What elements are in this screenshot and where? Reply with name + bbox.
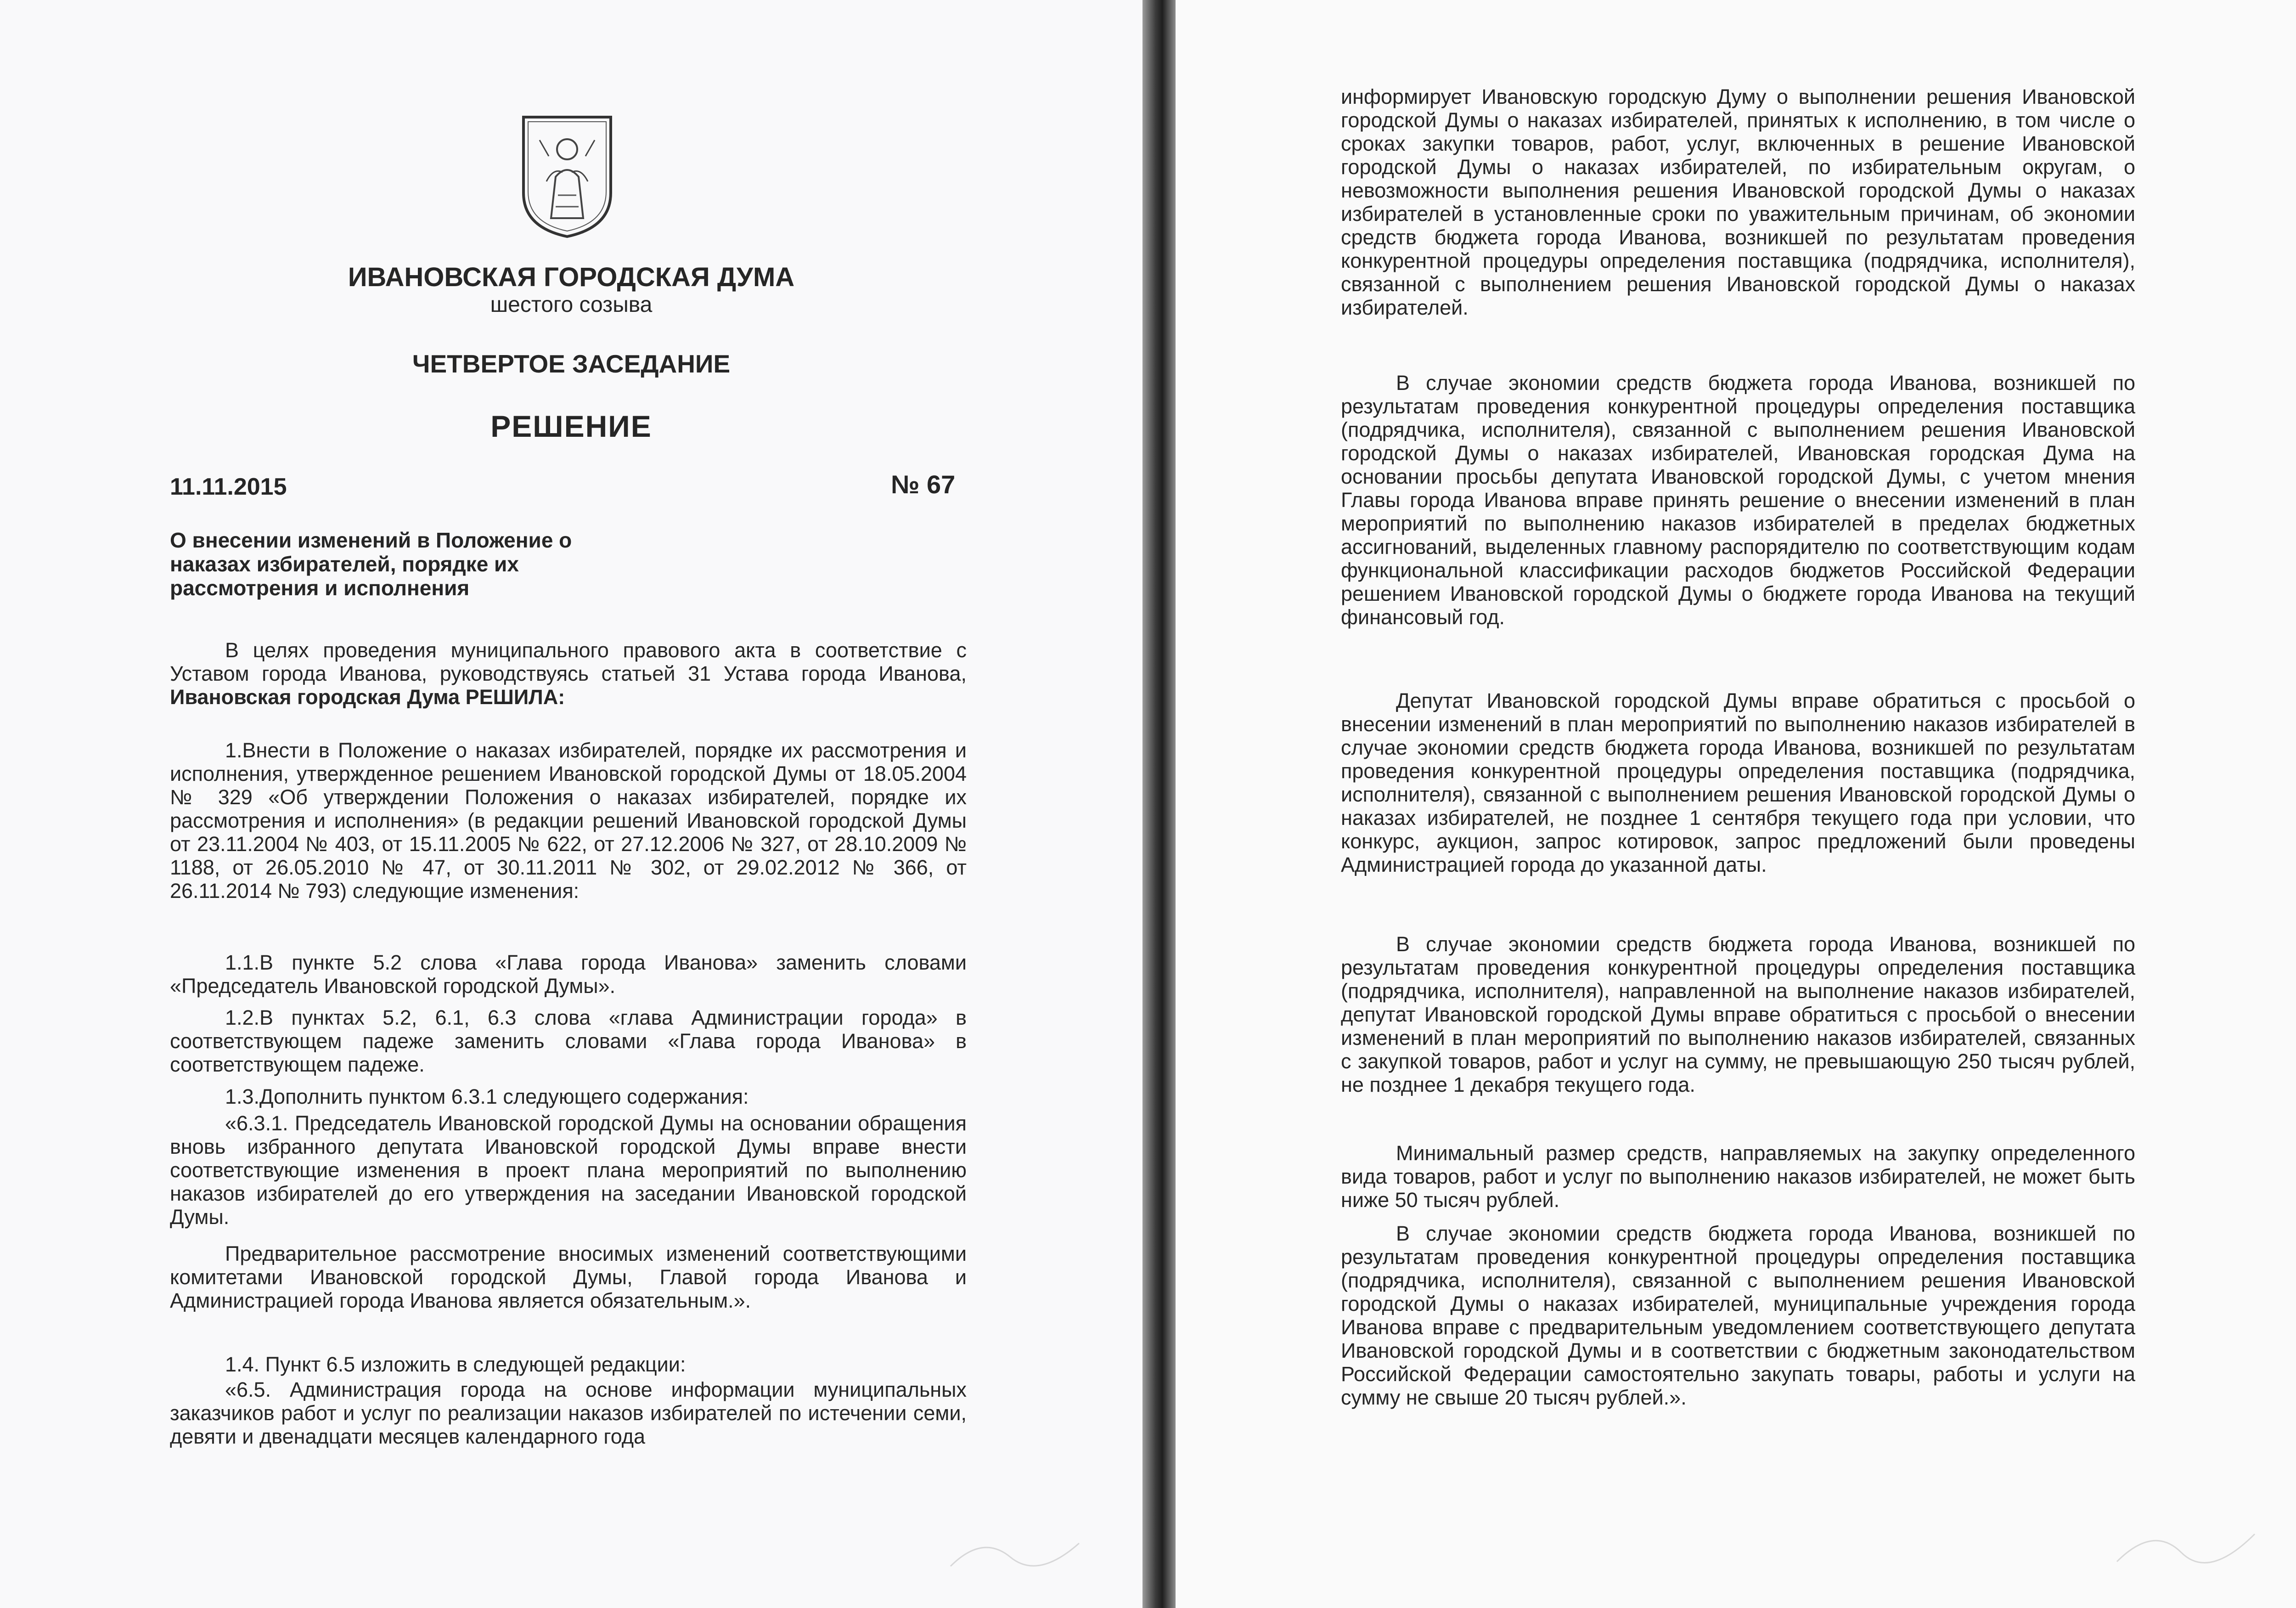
convocation: шестого созыва: [490, 293, 653, 317]
paragraph-savings-2: В случае экономии средств бюджета города Иванова, возникшей по результатам проведения конкурентной процедуры определения поставщика (подрядчика, исполнителя), направленной на выполнение наказов избирателей, депутат Ивановской городской Думы вправе обратиться с просьбой о внесении изменений в план мероприятий по выполнению наказов избирателей, связанных с закупкой товаров, работ и услуг на сумму, не превышающую 250 тысяч рублей, не позднее 1 декабря текущего года.: [1341, 932, 2135, 1096]
session-title: ЧЕТВЕРТОЕ ЗАСЕДАНИЕ: [412, 350, 731, 378]
document-type: РЕШЕНИЕ: [490, 409, 652, 443]
organization-name: ИВАНОВСКАЯ ГОРОДСКАЯ ДУМА: [348, 262, 795, 292]
stamp-mark-icon: [946, 1525, 1084, 1580]
item-1-3-quote-cont: Предварительное рассмотрение вносимых изменений соответствующими комитетами Ивановской городской Думы, Главой города Иванова и Администрацией города Иванова является обязательным.».: [170, 1242, 967, 1312]
stamp-mark-icon: [2112, 1516, 2259, 1575]
paragraph-deputy-request: Депутат Ивановской городской Думы вправе обратиться с просьбой о внесении изменений в план мероприятий по выполнению наказов избирателей в случае экономии средств бюджета города Иванова, возникшей по результатам проведения конкурентной процедуры определения поставщика (подрядчика, исполнителя), связанной с выполнением решения Ивановской городской Думы о наказах избирателей, не позднее 1 сентября текущего года при условии, что конкурс, аукцион, запрос котировок, запрос предложений были проведены Администрацией города до указанной даты.: [1341, 689, 2135, 876]
document-date: 11.11.2015: [170, 474, 287, 500]
coat-of-arms-icon: [519, 113, 615, 239]
item-1-4: 1.4. Пункт 6.5 изложить в следующей редакции:: [225, 1353, 686, 1376]
page-2: [1176, 0, 2296, 1608]
preamble: В целях проведения муниципального правового акта в соответствие с Уставом города Иванова, руководствуясь статьей 31 Устава города Иванова, Ивановская городская Дума РЕШИЛА:: [170, 638, 967, 709]
paragraph-savings-1: В случае экономии средств бюджета города Иванова, возникшей по результатам проведения конкурентной процедуры определения поставщика (подрядчика, исполнителя), связанной с выполнением решения Ивановской городской Думы о наказах избирателей, Ивановская городская Дума на основании просьбы депутата Ивановской городской Думы, с учетом мнения Главы города Иванова вправе принять решение о внесении изменений в план мероприятий по выполнению наказов избирателей в пределах бюджетных ассигнований, выделенных главному распорядителю по соответствующим кодам функциональной классификации расходов бюджетов Российской Федерации решением Ивановской городской Думы о бюджете города Иванова на текущий финансовый год.: [1341, 371, 2135, 629]
document-number: № 67: [891, 470, 956, 499]
item-1-3: 1.3.Дополнить пунктом 6.3.1 следующего содержания:: [225, 1085, 749, 1108]
paragraph-savings-3: В случае экономии средств бюджета города Иванова, возникшей по результатам проведения конкурентной процедуры определения поставщика (подрядчика, исполнителя), связанной с выполнением решения Ивановской городской Думы о наказах избирателей, муниципальные учреждения города Иванова вправе с предварительным уведомлением соответствующего депутата Ивановской городской Думы и в соответствии с бюджетным законодательством Российской Федерации самостоятельно закупать товары, работы и услуги на сумму не свыше 20 тысяч рублей.».: [1341, 1222, 2135, 1409]
item-1: 1.Внести в Положение о наказах избирателей, порядке их рассмотрения и исполнения, утвержденное решением Ивановской городской Думы от 18.05.2004 № 329 «Об утверждении Положения о наказах избирателей, порядке их рассмотрения и исполнения» (в редакции решений Ивановской городской Думы от 23.11.2004 № 403, от 15.11.2005 № 622, от 27.12.2006 № 327, от 28.10.2009 № 1188, от 26.05.2010 № 47, от 30.11.2011 № 302, от 29.02.2012 № 366, от 26.11.2014 № 793) следующие изменения:: [170, 739, 967, 903]
item-1-2: 1.2.В пунктах 5.2, 6.1, 6.3 слова «глава Администрации города» в соответствующем падеже заменить словами «Глава города Иванова» в соответствующем падеже.: [170, 1006, 967, 1076]
item-1-4-quote-cont: информирует Ивановскую городскую Думу о выполнении решения Ивановской городской Думы о наказах избирателей, принятых к исполнению, в том числе о сроках закупки товаров, работ, услуг, включенных в решение Ивановской городской Думы о наказах избирателей, по избирательным округам, о невозможности выполнения решения Ивановской городской Думы о наказах избирателей в установленные сроки по уважительным причинам, об экономии средств бюджета города Иванова, возникшей по результатам проведения конкурентной процедуры определения поставщика (подрядчика, исполнителя), связанной с выполнением решения Ивановской городской Думы о наказах избирателей.: [1341, 85, 2135, 319]
item-1-1: 1.1.В пункте 5.2 слова «Глава города Иванова» заменить словами «Председатель Ивановской городской Думы».: [170, 951, 967, 998]
document-subject: О внесении изменений в Положение о наказах избирателей, порядке их рассмотрения и исполнения: [170, 528, 572, 600]
page-1: [0, 0, 1142, 1608]
item-1-3-quote: «6.3.1. Председатель Ивановской городской Думы на основании обращения вновь избранного депутата Ивановской городской Думы вправе внести соответствующие изменения в проект плана мероприятий по выполнению наказов избирателей до его утверждения на заседании Ивановской городской Думы.: [170, 1111, 967, 1229]
item-1-4-quote: «6.5. Администрация города на основе информации муниципальных заказчиков работ и услуг по реализации наказов избирателей по истечении семи, девяти и двенадцати месяцев календарного года: [170, 1378, 967, 1448]
paragraph-minimum-amount: Минимальный размер средств, направляемых на закупку определенного вида товаров, работ и услуг по выполнению наказов избирателей, не может быть ниже 50 тысяч рублей.: [1341, 1141, 2135, 1212]
page-separator: [1142, 0, 1176, 1608]
